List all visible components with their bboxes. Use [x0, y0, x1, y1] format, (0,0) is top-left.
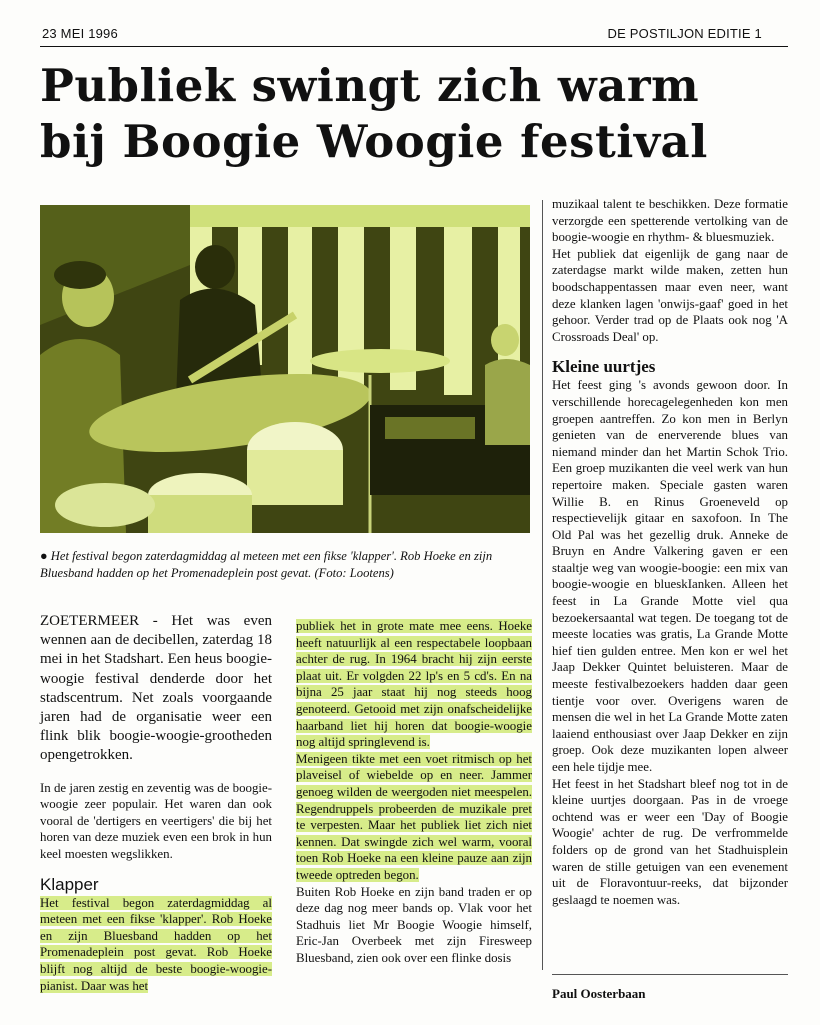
subheading-kleine-uurtjes: Kleine uurtjes — [552, 357, 656, 377]
issue-date: 23 MEI 1996 — [42, 26, 118, 41]
header-rule — [40, 46, 788, 47]
highlighted-text: Het festival begon zaterdagmiddag al meteen met een fikse 'klapper'. Rob Hoeke en zijn Bluesband hadden op het Promenadeplein post gevat. Rob Hoeke blijft nog altijd de beste boogie-woogie-pianist. Daar was het — [40, 895, 272, 993]
headline — [40, 58, 800, 170]
publication-edition: DE POSTILJON EDITIE 1 — [607, 26, 762, 41]
byline-rule — [552, 974, 788, 975]
body-paragraph: muzikaal talent te beschikken. Deze formatie verzorgde een spetterende vertolking van de boogie-woogie en rhythm- & bluesmuziek. — [552, 197, 788, 245]
body-paragraph: Het feest in het Stadshart bleef nog tot in de kleine uurtjes doorgaan. Pas in de vroege ochtend was er weer een 'Day of Boogie Woogie' achter de rug. De verfrommelde folders op de grond van het Stadhuisplein waren de stille getuigen van een evenement uit de Floravontuur-reeks, dat bijzonder geslaagd te noemen was. — [552, 776, 788, 907]
author-byline: Paul Oosterbaan — [552, 986, 646, 1001]
photo-caption — [40, 548, 532, 581]
body-paragraph-highlighted — [296, 618, 532, 751]
photo-caption-text: Het festival begon zaterdagmiddag al meteen met een fikse 'klapper'. Rob Hoeke en zijn Bluesband hadden op het Promenadeplein post gevat. (Foto: Lootens) — [40, 549, 493, 580]
highlighted-text: publiek het in grote mate mee eens. Hoeke heeft natuurlijk al een respectabele loopbaan achter de rug. In 1964 bracht hij zijn eerste plaat uit. Er volgden 22 lp's en 5 cd's. En na bijna 25 jaar staat hij nog steeds hoog genoteerd. Getooid met zijn onafscheidelijke haarband liet hij horen dat boogie-woogie nog altijd springlevend is. — [296, 619, 532, 750]
subheading-klapper: Klapper — [40, 874, 99, 894]
body-paragraph-highlighted — [296, 751, 532, 884]
lead-paragraph: ZOETERMEER - Het was even wennen aan de decibellen, zaterdag 18 mei in het Stadshart. Een heus boogie-woogie festival denderde door het stadscentrum. Net zoals voorgaande jaren had de organisatie weer een flink blik boogie-woogie-grootheden opengetrokken. — [40, 613, 272, 764]
column-divider — [542, 200, 543, 970]
column-1 — [40, 612, 272, 994]
column-2 — [296, 618, 532, 966]
concert-photo — [40, 205, 530, 533]
body-paragraph: In de jaren zestig en zeventig was de boogie-woogie zeer populair. Het waren dan ook vooral de 'dertigers en veertigers' die bij het horen van deze muziek even een brok in hun keel moesten wegslikken. — [40, 780, 272, 861]
headline-line-2: bij Boogie Woogie festival — [40, 115, 708, 168]
headline-line-1: Publiek swingt zich warm — [40, 59, 700, 112]
bullet-icon: ● — [40, 549, 48, 563]
column-3 — [552, 196, 788, 908]
body-paragraph-highlighted — [40, 895, 272, 995]
highlighted-text: Menigeen tikte met een voet ritmisch op het plaveisel of wiebelde op en neer. Jammer genoeg wilden de weergoden niet meespelen. Regendruppels probeerden de muzikale pret te verpesten. Maar het publiek liet zich niet kennen. Dat swingde zich wel warm, vooral toen Rob Hoeke na een kleine pauze aan zijn tweede optreden begon. — [296, 751, 532, 882]
body-paragraph: Buiten Rob Hoeke en zijn band traden er op deze dag nog meer bands op. Vlak voor het Stadhuis liet Mr Boogie Woogie himself, Eric-Jan Overbeek met zijn Firesweep Bluesband, zien ook over een flinke dosis — [296, 884, 532, 965]
body-paragraph: Het publiek dat eigenlijk de gang naar de zaterdagse markt wilde maken, zetten hun boodschappentassen maar even neer, want deze klanken lagen 'onwijs-gaaf' goed in het gehoor. Verder trad op de Plaats ook nog 'A Crossroads Deal' op. — [552, 246, 788, 344]
body-paragraph: Het feest ging 's avonds gewoon door. In verschillende horecagelegenheden kon men groepen aantreffen. Zo kon men in Berlyn genieten van de enerverende blues van niemand minder dan het Martin Schok Trio. Een groep muzikanten die veel werk van hun repertoire maken. Speciale gasten waren Willie B. en Rinus Groeneveld op respectievelijk gitaar en saxofoon. In The Old Pal was het gezellig druk. Anneke de Bruyn en Andre Valkering gaven er een staaltje weg van woogie-boogie: een mix van boogie-woogie en blueskIanken. Alleen het feest in La Grande Motte viel qua bezoekersaantal wat tegen. De toegang tot de meeste locaties was gratis, La Grande Motte hief tien gulden entree. Men kon er wel het Jaap Dekker Quintet beluisteren. Maar de meeste festivalbezoekers hadden daar geen tientje voor over. Overigens waren de mensen die wel in het La Grande Motte zaten laaiend enthousiast over Jaap Dekker en zijn groep. Ook deze muzikanten lopen alweer een hele tijdje mee. — [552, 378, 788, 774]
